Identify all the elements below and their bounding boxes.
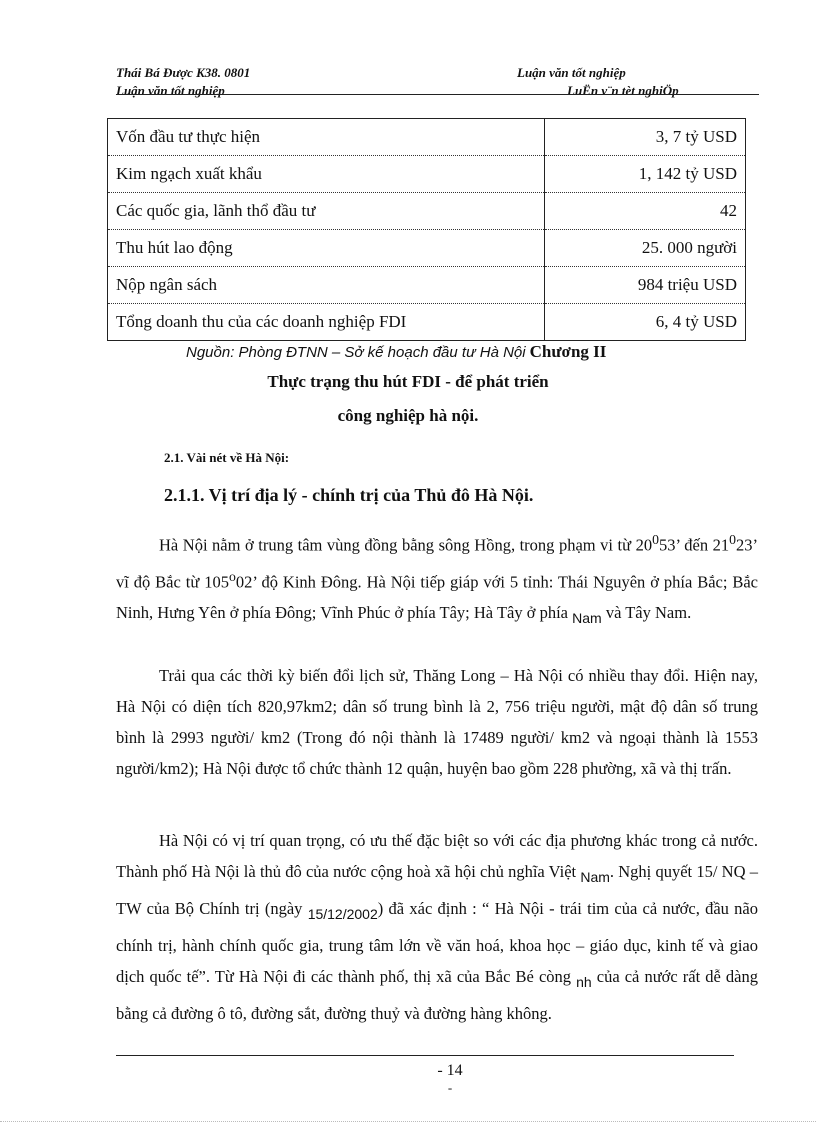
chapter-title-line2: công nghiệp hà nội. — [337, 406, 479, 425]
text-run: Hà Nội có vị trí quan trọng, có ưu thế đặc biệt so với các địa phương khác trong cả nước. Thành phố Hà Nội là thủ đô của nước cộng hoà xã hội chủ nghĩa Việt — [116, 831, 758, 881]
table-row — [108, 156, 746, 193]
table-row — [108, 304, 746, 341]
text-run: Hà Nội nằm ở trung tâm vùng đồng bằng sông Hồng, trong phạm vi từ 20 — [159, 535, 653, 555]
text-run: 53’ đến 21 — [658, 535, 730, 555]
paragraph-importance — [116, 825, 758, 1029]
header-doc-type-garbled: LuËn v¨n tèt nghiÖp — [567, 83, 679, 98]
table-row — [108, 193, 746, 230]
row-value: 1, 142 tỷ USD — [545, 156, 746, 193]
header-doc-type-right: Luận văn tốt nghiệp — [517, 65, 626, 80]
text-run: 15/12/2002 — [307, 906, 378, 922]
section-2-1-1-heading: 2.1.1. Vị trí địa lý - chính trị của Thủ đô Hà Nội. — [164, 485, 534, 505]
table-row — [108, 230, 746, 267]
text-run: Nam — [580, 869, 610, 885]
table-row — [108, 119, 746, 156]
row-label: Nộp ngân sách — [108, 267, 545, 304]
source-line — [186, 342, 606, 362]
text-run: ) đã xác định : “ Hà Nội - trái tim của cả nước, đầu não chính trị, hành chính quốc gia, trung tâm lớn về văn hoá, khoa học – giáo dục, kinh tế và giao dịch quốc tế”. Từ Hà Nội đi các thành phố, thị xã của Bắc Bé còng — [116, 899, 758, 986]
page-number: - 14 — [437, 1062, 463, 1079]
table-source: Nguồn: Phòng ĐTNN – Sở kế hoạch đầu tư Hà Nội — [186, 344, 526, 361]
row-value: 42 — [545, 193, 746, 230]
text-run: Nam — [572, 610, 602, 626]
superscript: o — [228, 568, 236, 584]
text-run: 02’ độ Kinh Đông. Hà Nội tiếp giáp với 5 tỉnh: Thái Nguyên ở phía Bắc; Bắc Ninh, Hưng Yên ở phía Đông; Vĩnh Phúc ở phía Tây; Hà Tây ở phía — [116, 572, 759, 622]
row-label: Các quốc gia, lãnh thổ đầu tư — [108, 193, 545, 230]
row-value: 984 triệu USD — [545, 267, 746, 304]
row-value: 25. 000 người — [545, 230, 746, 267]
paragraph-location — [116, 524, 758, 634]
header-doc-type-left: Luận văn tốt nghiệp — [116, 83, 225, 98]
page-dash: - — [447, 1080, 453, 1095]
chapter-title-line1: Thực trạng thu hút FDI - để phát triển — [267, 372, 549, 391]
text-run: nh — [576, 974, 592, 990]
header-author: Thái Bá Được K38. 0801 — [116, 65, 251, 80]
row-label: Thu hút lao động — [108, 230, 545, 267]
text-run: của cả nước rất dễ dàng bằng cả đường ô tô, đường sắt, đường thuỷ và đường hàng không. — [116, 967, 758, 1023]
row-label: Tổng doanh thu của các doanh nghiệp FDI — [108, 304, 545, 341]
paragraph-history: Trải qua các thời kỳ biến đổi lịch sử, Thăng Long – Hà Nội có nhiều thay đổi. Hiện nay, Hà Nội có diện tích 820,97km2; dân số trung bình là 2, 756 triệu người, mật độ dân số trung bình là 2993 người/ km2 (Trong đó nội thành là 17489 người/ km2 và ngoại thành là 1553 người/km2); Hà Nội được tổ chức thành 12 quận, huyện bao gồm 228 phường, xã và thị trấn. — [116, 666, 758, 778]
row-label: Vốn đầu tư thực hiện — [108, 119, 545, 156]
page-bottom-border — [0, 1121, 816, 1122]
footer-rule — [116, 1055, 734, 1056]
superscript: 0 — [729, 532, 737, 547]
text-run: . Nghị quyết 15/ NQ – TW của Bộ Chính trị (ngày — [116, 862, 758, 918]
row-label: Kim ngạch xuất khẩu — [108, 156, 545, 193]
superscript: 0 — [652, 532, 659, 547]
header-rule — [116, 94, 759, 95]
text-run: 23’ vĩ độ Bắc từ 105 — [116, 535, 759, 591]
chapter-label: Chương II — [529, 342, 607, 361]
fdi-stats-table — [107, 118, 746, 341]
section-2-1-title: 2.1. Vài nét về Hà Nội: — [164, 450, 290, 465]
row-value: 3, 7 tỷ USD — [545, 119, 746, 156]
table-row — [108, 267, 746, 304]
row-value: 6, 4 tỷ USD — [545, 304, 746, 341]
text-run: và Tây Nam. — [601, 603, 692, 622]
